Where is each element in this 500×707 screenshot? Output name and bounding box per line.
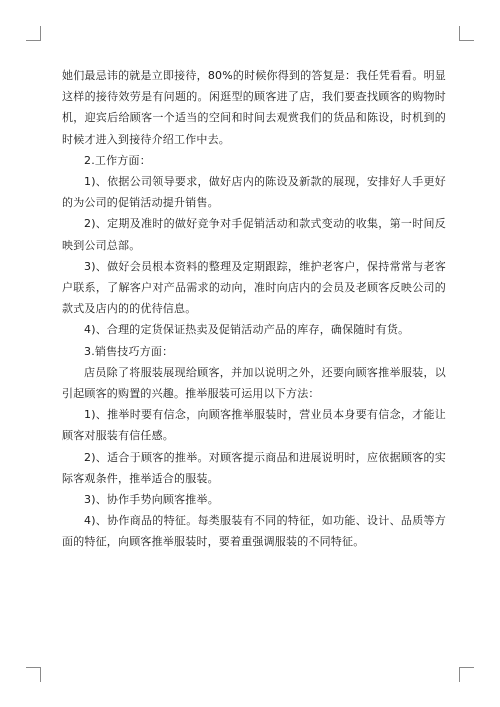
paragraph: 4)、合理的定货保证热卖及促销活动产品的库存，确保随时有货。 xyxy=(84,323,410,337)
paragraph: 3)、做好会员根本资料的整理及定期跟踪，维护老客户，保持常常与老客户联系，了解客户对产品需求的动向，准时向店内的会员及老顾客反映公司的款式及店内的的优待信息。 xyxy=(62,259,446,316)
paragraph: 2)、适合于顾客的推举。对顾客提示商品和进展说明时，应依据顾客的实际客观条件，推举适合的服装。 xyxy=(62,450,446,485)
crop-mark-bottom-right xyxy=(459,667,474,682)
paragraph: 1)、依据公司领导要求，做好店内的陈设及新款的展现，安排好人手更好的为公司的促销活动提升销售。 xyxy=(62,175,446,210)
crop-mark-bottom-left xyxy=(26,667,41,682)
paragraph: 1)、推举时要有信念，向顾客推举服装时，营业员本身要有信念，才能让顾客对服装有信任感。 xyxy=(62,408,446,443)
document-body xyxy=(62,65,446,553)
section-heading-work: 2.工作方面： xyxy=(84,153,151,167)
section-heading-sales-skills: 3.销售技巧方面： xyxy=(84,344,174,358)
paragraph: 她们最忌讳的就是立即接待，80%的时候你得到的答复是：我任凭看看。明显这样的接待效劳是有问题的。闲逛型的顾客进了店，我们要查找顾客的购物时机，迎宾后给顾客一个适当的空间和时间去观赏我们的货品和陈设，时机到的时候才进入到接待介绍工作中去。 xyxy=(62,69,446,146)
crop-mark-top-right xyxy=(459,26,474,41)
paragraph: 4)、协作商品的特征。每类服装有不同的特征，如功能、设计、品质等方面的特征，向顾客推举服装时，要着重强调服装的不同特征。 xyxy=(62,514,446,549)
paragraph: 店员除了将服装展现给顾客，并加以说明之外，还要向顾客推举服装，以引起顾客的购置的兴趣。推举服装可运用以下方法： xyxy=(62,365,446,401)
paragraph: 2)、定期及准时的做好竞争对手促销活动和款式变动的收集，第一时间反映到公司总部。 xyxy=(62,217,446,252)
paragraph: 3)、协作手势向顾客推举。 xyxy=(84,493,219,507)
crop-mark-top-left xyxy=(26,26,41,41)
